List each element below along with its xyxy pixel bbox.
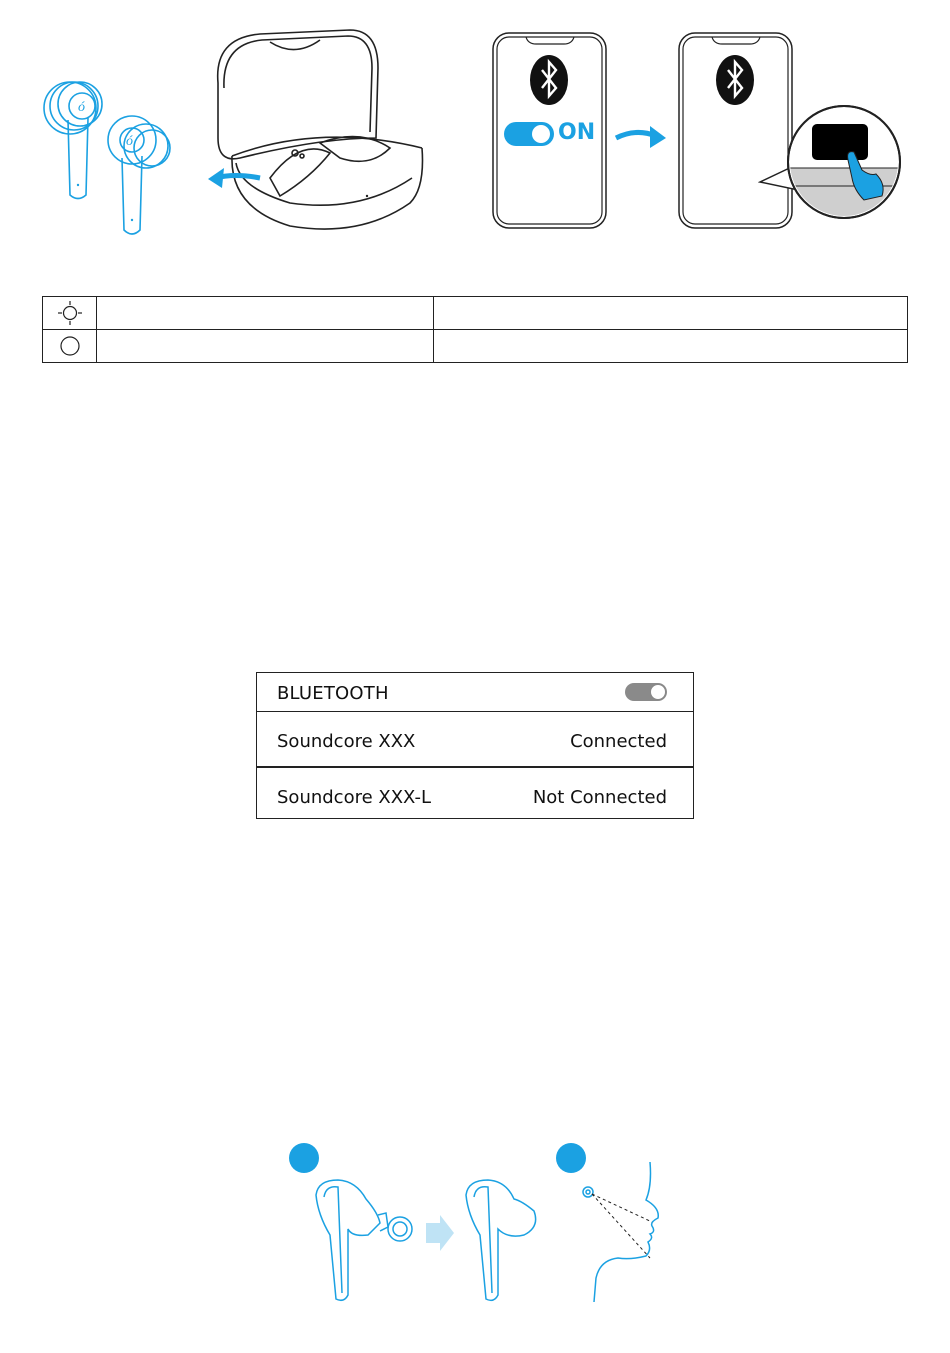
bluetooth-settings-panel (256, 672, 694, 819)
toggle-knob (650, 684, 666, 700)
svg-text:ó: ó (78, 100, 85, 115)
device-status: Not Connected (532, 787, 667, 808)
table-cell (434, 330, 908, 363)
light-off-icon (55, 331, 85, 361)
device-name: Soundcore XXX-L (277, 787, 432, 808)
table-cell (97, 297, 434, 330)
table-cell (434, 297, 908, 330)
bluetooth-title: BLUETOOTH (277, 683, 389, 704)
earbuds-illustration (40, 70, 175, 240)
device-name: Soundcore XXX (277, 731, 416, 752)
device-row[interactable] (257, 712, 693, 768)
led-status-table (42, 296, 908, 363)
table-cell-icon (43, 330, 97, 363)
svg-text:ó: ó (126, 134, 133, 149)
table-cell-icon (43, 297, 97, 330)
table-cell (97, 330, 434, 363)
arrow-right-icon (614, 120, 670, 152)
tap-device-callout (758, 104, 903, 220)
device-status: Connected (570, 731, 667, 752)
eartip-change-illustration (308, 1175, 548, 1305)
bluetooth-toggle-illustration (504, 122, 554, 146)
step-1-badge (288, 1142, 320, 1174)
wearing-position-illustration (578, 1160, 673, 1305)
bluetooth-header (257, 673, 693, 712)
table-row (43, 330, 908, 363)
device-row[interactable] (257, 768, 693, 821)
blinking-light-icon (55, 298, 85, 328)
table-row (43, 297, 908, 330)
toggle-on-label: ON (558, 120, 596, 145)
bluetooth-toggle[interactable] (625, 683, 667, 701)
charging-case-illustration (200, 28, 430, 238)
